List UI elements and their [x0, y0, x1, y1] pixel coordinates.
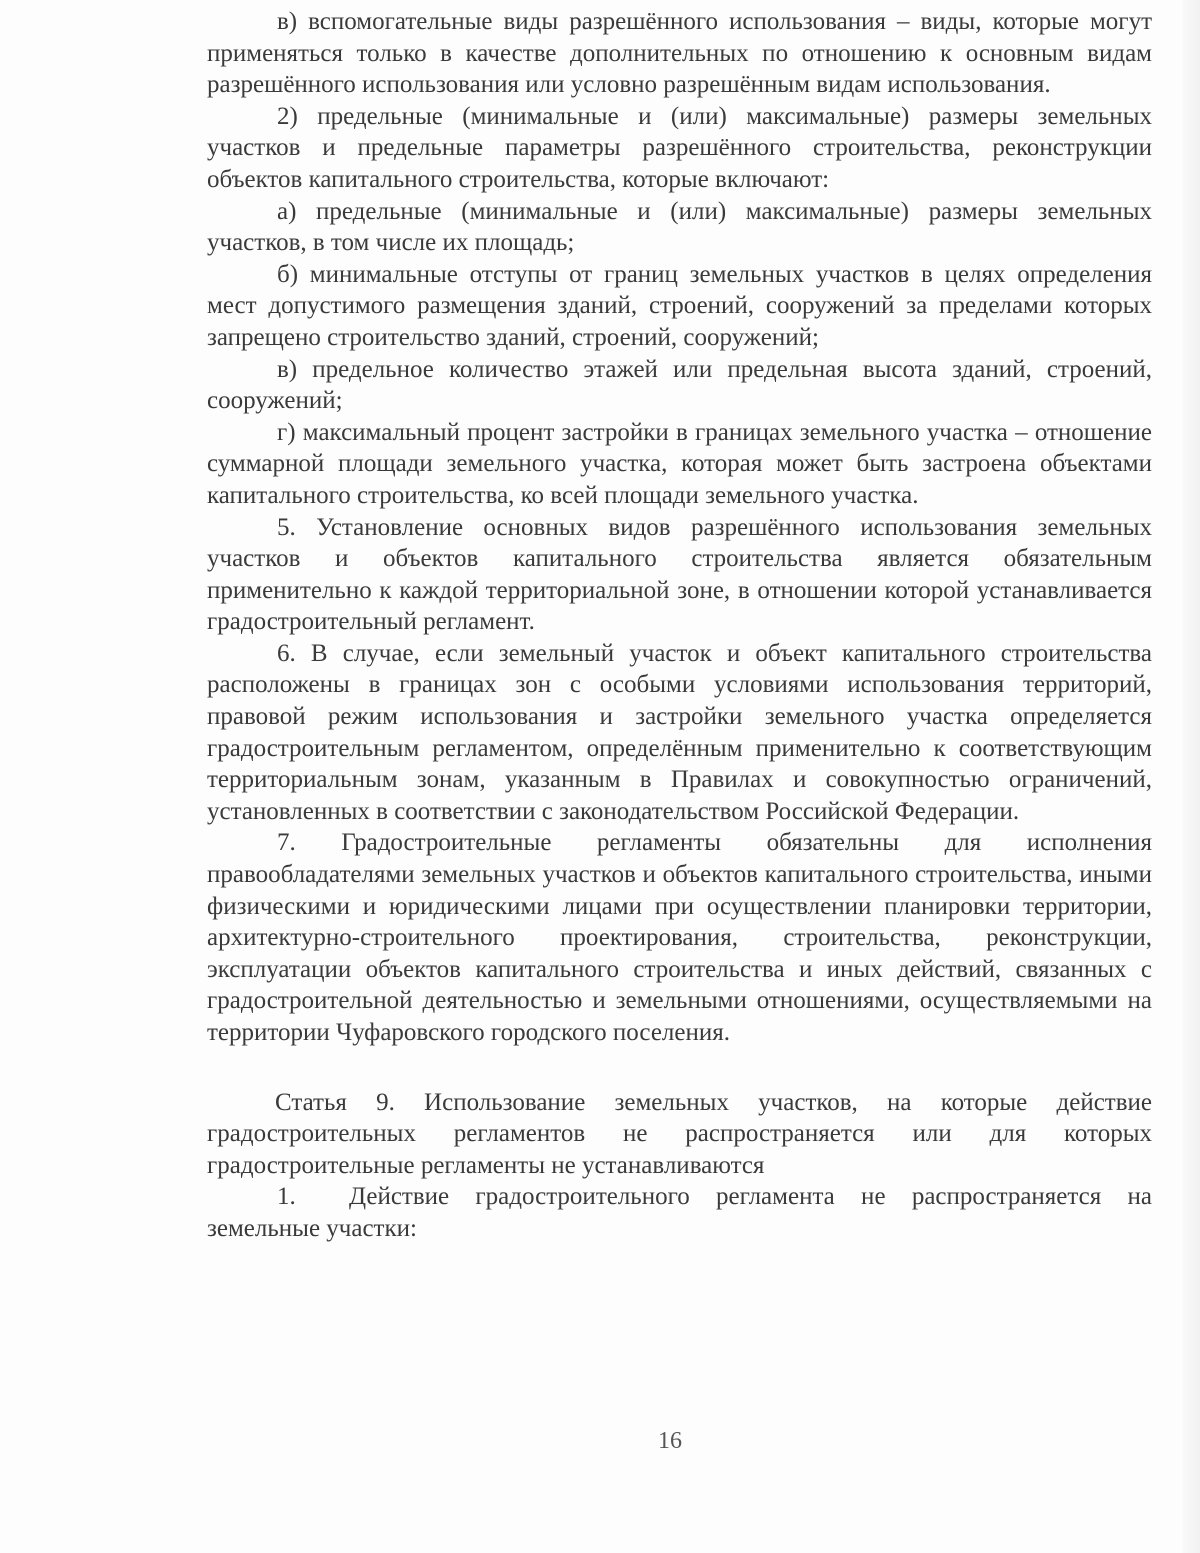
document-body — [207, 6, 1152, 1245]
paragraph-sub-g: г) максимальный процент застройки в границах земельного участка – отношение суммарной площади земельного участка, которая может быть застроена объектами капитального строительства, ко всей площади земельного участка. — [207, 418, 1152, 509]
paragraph-sub-b: б) минимальные отступы от границ земельных участков в целях определения мест допустимого размещения зданий, строений, сооружений за пределами которых запрещено строительство зданий, строений, сооружений; — [207, 260, 1152, 351]
scan-edge — [1182, 0, 1200, 1553]
paragraph-sub-a: а) предельные (минимальные и (или) максимальные) размеры земельных участков, в том числе их площадь; — [207, 197, 1152, 257]
paragraph-sub-v: в) предельное количество этажей или предельная высота зданий, строений, сооружений; — [207, 355, 1152, 415]
paragraph-auxiliary-uses: в) вспомогательные виды разрешённого использования – виды, которые могут применяться только в качестве дополнительных по отношению к основным видам разрешённого использования или условно разрешённым видам использования. — [207, 8, 1152, 99]
article-9-item-1-text: Действие градостроительного регламента не распространяется на земельные участки: — [207, 1183, 1152, 1242]
article-9-heading: Статья 9. Использование земельных участков, на которые действие градостроительных регламентов не распространяется или для которых градостроительные регламенты не устанавливаются — [207, 1088, 1152, 1179]
paragraph-item-5: 5. Установление основных видов разрешённого использования земельных участков и объектов капитального строительства является обязательным применительно к каждой территориальной зоне, в отношении которой устанавливается градостроительный регламент. — [207, 513, 1152, 636]
paragraph-item-7: 7. Градостроительные регламенты обязательны для исполнения правообладателями земельных участков и объектов капитального строительства, иными физическими и юридическими лицами при осуществлении планировки территории, архитектурно-строительного проектирования, строительства, реконструкции, эксплуатации объектов капитального строительства и иных действий, связанных с градостроительной деятельностью и земельными отношениями, осуществляемыми на территории Чуфаровского городского поселения. — [207, 829, 1152, 1046]
article-9-item-1 — [207, 1181, 1152, 1244]
section-spacer — [207, 1049, 1152, 1087]
article-9-item-1-number: 1. — [277, 1183, 296, 1211]
paragraph-item-6: 6. В случае, если земельный участок и объект капитального строительства расположены в границах зон с особыми условиями использования территорий, правовой режим использования и застройки земельного участка определяется градостроительным регламентом, определённым применительно к соответствующим территориальным зонам, указанным в Правилах и совокупностью ограничений, установленных в соответствии с законодательством Российской Федерации. — [207, 639, 1152, 825]
page-number: 16 — [658, 1428, 682, 1454]
paragraph-limit-sizes: 2) предельные (минимальные и (или) максимальные) размеры земельных участков и предельные параметры разрешённого строительства, реконструкции объектов капитального строительства, которые включают: — [207, 102, 1152, 193]
